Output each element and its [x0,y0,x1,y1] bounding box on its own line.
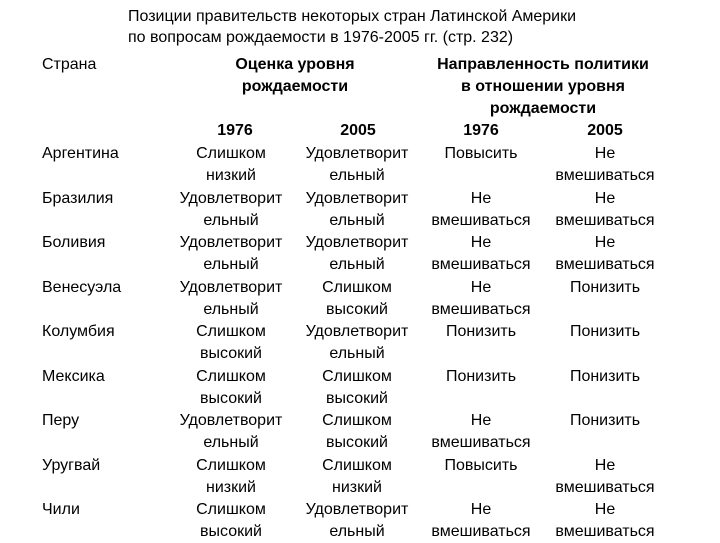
cell-a1976 [172,188,290,232]
cell-a1976 [172,232,290,276]
cell-line: Удовлетворит [305,501,409,518]
cell-line: ельный [329,523,385,540]
cell-a2005 [296,499,418,543]
cell-line: высокий [326,434,388,451]
cell-line: Не [594,145,616,162]
cell-line [425,388,537,410]
country-name: Аргентина [42,145,119,162]
cell-p2005 [545,277,665,321]
header-policy-line-3: рождаемости [489,100,597,117]
cell-line: ельный [203,301,259,318]
cell-line: вмешиваться [555,167,655,184]
cell-line: высокий [200,345,262,362]
cell-a1976 [172,366,290,410]
cell-p2005 [545,410,665,454]
cell-line: высокий [200,390,262,407]
cell-line: Не [470,501,492,518]
cell-p2005 [545,455,665,499]
cell-p2005 [545,143,665,187]
cell-p1976 [425,366,537,410]
cell-line: Удовлетворит [305,323,409,340]
cell-line: Понизить [569,323,641,340]
cell-line: Не [594,457,616,474]
cell-line [545,343,665,365]
country-name: Колумбия [42,323,115,340]
country-name: Перу [42,412,80,429]
cell-line: вмешиваться [431,301,531,318]
header-assessment-line-1: Оценка уровня [235,56,355,73]
cell-line: высокий [326,390,388,407]
cell-a1976 [172,143,290,187]
cell-line: вмешиваться [555,479,655,496]
cell-line: Не [470,234,492,251]
cell-line: ельный [203,256,259,273]
cell-line [425,343,537,365]
cell-a2005 [296,232,418,276]
cell-line: Не [594,234,616,251]
page-title [128,6,576,48]
cell-a1976 [172,321,290,365]
cell-line: Слишком [322,412,392,429]
cell-a2005 [296,321,418,365]
cell-a2005 [296,277,418,321]
cell-line: ельный [329,256,385,273]
cell-line [545,432,665,454]
country-name: Бразилия [42,190,114,207]
header-assessment [190,54,400,98]
title-line-2: по вопросам рождаемости в 1976-2005 гг. (стр. 232) [128,29,514,46]
header-assessment-line-2: рождаемости [241,78,349,95]
cell-line: Слишком [196,323,266,340]
cell-line: вмешиваться [555,523,655,540]
cell-a1976 [172,277,290,321]
cell-a2005 [296,143,418,187]
cell-p1976 [425,321,537,365]
cell-line: Удовлетворит [179,234,283,251]
cell-line: вмешиваться [555,212,655,229]
header-year-policy-1976: 1976 [463,122,499,139]
cell-line [425,477,537,499]
header-policy [418,54,668,120]
title-line-1: Позиции правительств некоторых стран Латинской Америки [128,8,577,25]
cell-line: Не [594,190,616,207]
country-name: Чили [42,501,80,518]
cell-line: Слишком [322,457,392,474]
cell-p1976 [425,455,537,499]
cell-line [425,165,537,187]
cell-line: низкий [206,479,256,496]
cell-line: Удовлетворит [179,279,283,296]
cell-p1976 [425,410,537,454]
cell-p1976 [425,188,537,232]
cell-line: Понизить [569,368,641,385]
cell-a1976 [172,410,290,454]
cell-a2005 [296,455,418,499]
cell-line: высокий [200,523,262,540]
header-policy-line-2: в отношении уровня [460,78,625,95]
cell-line: Слишком [196,501,266,518]
cell-p1976 [425,232,537,276]
cell-line: Понизить [445,323,517,340]
cell-line: ельный [329,345,385,362]
cell-line: ельный [329,167,385,184]
cell-line: ельный [329,212,385,229]
header-year-assessment-2005: 2005 [340,122,376,139]
cell-line: Удовлетворит [305,190,409,207]
header-country: Страна [42,56,97,73]
cell-line: низкий [332,479,382,496]
cell-p2005 [545,366,665,410]
cell-line: Слишком [322,368,392,385]
cell-line: вмешиваться [555,256,655,273]
cell-line: Не [470,279,492,296]
cell-line [545,388,665,410]
cell-line: Понизить [569,412,641,429]
cell-line: Удовлетворит [305,145,409,162]
cell-p1976 [425,277,537,321]
cell-line: Слишком [196,457,266,474]
cell-p2005 [545,321,665,365]
header-year-policy-2005: 2005 [587,122,623,139]
cell-a2005 [296,188,418,232]
cell-line: Не [470,412,492,429]
header-year-assessment-1976: 1976 [217,122,253,139]
cell-line: ельный [203,434,259,451]
cell-line: Слишком [322,279,392,296]
cell-line: низкий [206,167,256,184]
cell-a1976 [172,455,290,499]
cell-p2005 [545,232,665,276]
cell-line: Понизить [445,368,517,385]
cell-line: вмешиваться [431,212,531,229]
cell-p1976 [425,143,537,187]
cell-line: вмешиваться [431,523,531,540]
cell-line: Слишком [196,145,266,162]
cell-p2005 [545,499,665,543]
cell-p1976 [425,499,537,543]
cell-line: вмешиваться [431,256,531,273]
cell-line: Повысить [444,457,518,474]
cell-line: Слишком [196,368,266,385]
cell-a1976 [172,499,290,543]
country-name: Венесуэла [42,279,122,296]
cell-p2005 [545,188,665,232]
cell-line: Удовлетворит [305,234,409,251]
cell-line: Повысить [444,145,518,162]
country-name: Боливия [42,234,106,251]
country-name: Мексика [42,368,105,385]
cell-line: вмешиваться [431,434,531,451]
cell-line: Удовлетворит [179,412,283,429]
cell-a2005 [296,366,418,410]
cell-line: ельный [203,212,259,229]
cell-line: Понизить [569,279,641,296]
cell-line: Удовлетворит [179,190,283,207]
cell-line: высокий [326,301,388,318]
cell-line: Не [594,501,616,518]
country-name: Уругвай [42,457,101,474]
cell-a2005 [296,410,418,454]
cell-line [545,299,665,321]
header-policy-line-1: Направленность политики [437,56,649,73]
cell-line: Не [470,190,492,207]
